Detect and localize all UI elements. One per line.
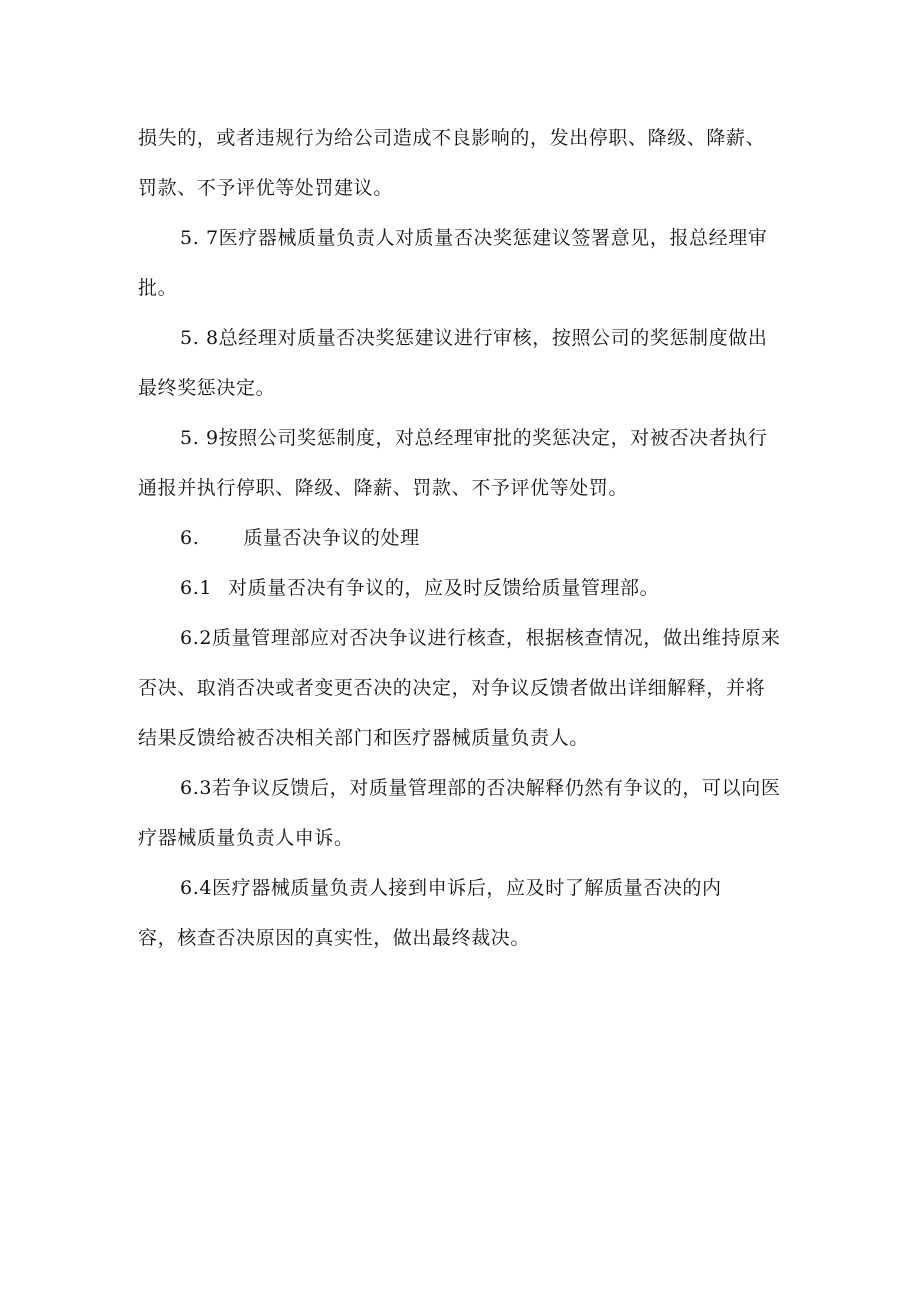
section-title: 质量否决争议的处理 bbox=[243, 527, 420, 549]
paragraph-line: 否决、取消否决或者变更否决的决定，对争议反馈者做出详细解释，并将 bbox=[138, 677, 766, 699]
paragraph-line: 罚款、不予评优等处罚建议。 bbox=[138, 177, 393, 199]
section-6-heading bbox=[180, 526, 420, 550]
paragraph-line: 容，核查否决原因的真实性，做出最终裁决。 bbox=[138, 927, 531, 949]
paragraph-line: 疗器械质量负责人申诉。 bbox=[138, 827, 354, 849]
paragraph-line: 损失的，或者违规行为给公司造成不良影响的，发出停职、降级、降薪、 bbox=[138, 127, 766, 149]
clause-6-4-line: 6.4医疗器械质量负责人接到申诉后，应及时了解质量否决的内 bbox=[180, 877, 722, 899]
paragraph-line: 通报并执行停职、降级、降薪、罚款、不予评优等处罚。 bbox=[138, 477, 629, 499]
clause-5-9-line: 5. 9按照公司奖惩制度，对总经理审批的奖惩决定，对被否决者执行 bbox=[180, 427, 768, 449]
clause-5-8-line: 5. 8总经理对质量否决奖惩建议进行审核，按照公司的奖惩制度做出 bbox=[180, 327, 768, 349]
clause-6-2-line: 6.2质量管理部应对否决争议进行核查，根据核查情况，做出维持原来 bbox=[180, 627, 781, 649]
clause-text: 对质量否决有争议的，应及时反馈给质量管理部。 bbox=[228, 577, 660, 599]
paragraph-line: 结果反馈给被否决相关部门和医疗器械质量负责人。 bbox=[138, 727, 589, 749]
paragraph-line: 最终奖惩决定。 bbox=[138, 377, 276, 399]
clause-6-1-line bbox=[180, 576, 659, 600]
clause-number: 6.1 bbox=[180, 577, 213, 599]
section-number: 6. bbox=[180, 527, 200, 549]
paragraph-line: 批。 bbox=[138, 277, 178, 299]
clause-6-3-line: 6.3若争议反馈后，对质量管理部的否决解释仍然有争议的，可以向医 bbox=[180, 777, 781, 799]
clause-5-7-line: 5. 7医疗器械质量负责人对质量否决奖惩建议签署意见，报总经理审 bbox=[180, 227, 768, 249]
